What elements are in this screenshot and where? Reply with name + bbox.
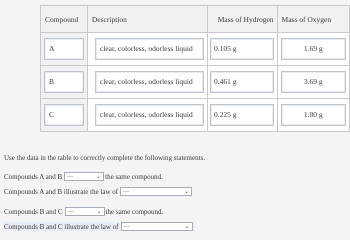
mass-hydrogen-cell: 0.105 g xyxy=(210,38,274,60)
header-mass-hydrogen: Mass of Hydrogen xyxy=(207,6,277,33)
table-row xyxy=(41,33,350,66)
statement-text: Compounds A and B xyxy=(4,172,63,181)
dropdown-value: --- xyxy=(67,208,74,215)
chevron-down-icon: ⌄ xyxy=(184,189,190,195)
table-row xyxy=(41,66,350,99)
mass-oxygen-cell: 1.80 g xyxy=(281,104,346,126)
instruction-text: Use the data in the table to correctly complete the following statements. xyxy=(4,154,205,162)
compound-table xyxy=(40,5,350,132)
statement-3-dropdown[interactable] xyxy=(65,207,105,216)
statement-text: Compounds B and C xyxy=(4,207,63,216)
header-mass-oxygen: Mass of Oxygen xyxy=(277,6,349,33)
statement-3 xyxy=(4,207,164,216)
statement-2-dropdown[interactable] xyxy=(120,187,192,196)
dropdown-value: --- xyxy=(67,173,74,180)
compound-cell: A xyxy=(44,38,84,60)
header-compound: Compound xyxy=(41,6,88,33)
statement-text: the same compound. xyxy=(105,172,163,181)
dropdown-value: --- xyxy=(123,188,130,195)
statement-4-dropdown[interactable] xyxy=(121,222,193,231)
statement-1-dropdown[interactable] xyxy=(64,172,104,181)
statement-1 xyxy=(4,172,164,181)
chevron-down-icon: ⌄ xyxy=(96,174,102,180)
mass-oxygen-cell: 3.69 g xyxy=(281,71,346,93)
compound-cell: B xyxy=(44,71,84,93)
table-header-row xyxy=(41,6,350,33)
statement-text: Compounds B and C illustrate the law of xyxy=(4,222,119,231)
dropdown-value: --- xyxy=(123,223,130,230)
statement-2 xyxy=(4,187,193,196)
mass-oxygen-cell: 1.69 g xyxy=(281,38,346,60)
description-cell: clear, colorless, odorless liquid xyxy=(95,71,204,93)
header-description: Description xyxy=(87,6,207,33)
statement-4 xyxy=(4,222,194,231)
statement-text: the same compound. xyxy=(105,207,164,216)
description-cell: clear, colorless, odorless liquid xyxy=(95,38,204,60)
compound-cell: C xyxy=(44,104,84,126)
table-row xyxy=(41,99,350,132)
mass-hydrogen-cell: 0.225 g xyxy=(210,104,274,126)
description-cell: clear, colorless, odorless liquid xyxy=(95,104,204,126)
chevron-down-icon: ⌄ xyxy=(96,209,102,215)
statement-text: Compounds A and B illustrate the law of xyxy=(4,187,119,196)
chevron-down-icon: ⌄ xyxy=(184,224,190,230)
mass-hydrogen-cell: 0.461 g xyxy=(210,71,274,93)
